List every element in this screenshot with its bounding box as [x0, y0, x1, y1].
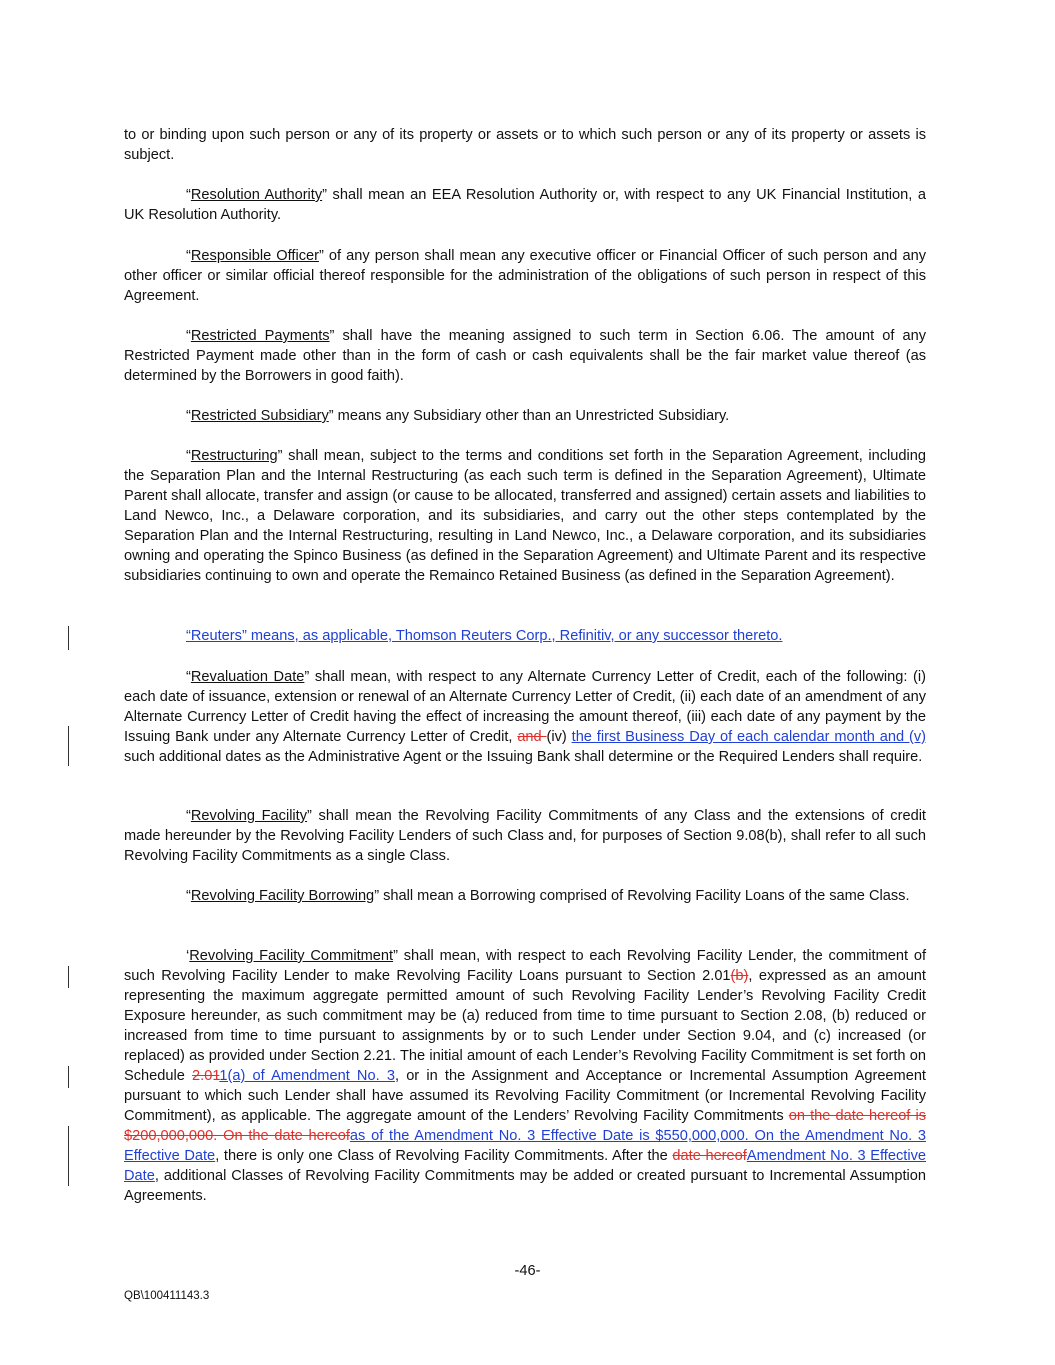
change-bar: [68, 1126, 69, 1186]
definition-resolution-authority: [124, 185, 926, 225]
definition-body: ” shall mean an EEA Resolution Authority or, with respect to any UK Financial Institution, a UK Resolution Authority.: [124, 187, 926, 223]
defined-term: Resolution Authority: [190, 187, 323, 203]
inserted-text: “Reuters” means, as applicable, Thomson Reuters Corp., Refinitiv, or any successor thereto.: [186, 628, 783, 644]
deleted-text: (b): [730, 968, 749, 984]
definition-body: (iv): [546, 729, 572, 745]
definition-revaluation-date: [124, 667, 926, 767]
definition-body: ” shall mean the Revolving Facility Commitments of any Class and the extensions of credit made hereunder by the Revolving Facility Lenders of such Class and, for purposes of Section 9.08(b), shall refer to all such Revolving Facility Commitments as a single Class.: [124, 808, 926, 864]
deleted-text: date hereof: [672, 1148, 747, 1164]
deleted-text: 2.01: [192, 1068, 220, 1084]
definition-reuters: [124, 626, 926, 646]
definition-body: , or in the Assignment and Acceptance or Incremental Assumption Agreement pursuant to which such Lender shall have assumed its Revolving Facility Commitment (or Incremental Revolving Facility Commitment), as applicable. The aggregate amount of the Lenders’ Revolving Facility Commitments: [124, 1068, 926, 1124]
change-bar: [68, 726, 69, 766]
open-quote: “: [186, 187, 191, 203]
open-quote: “: [186, 808, 191, 824]
inserted-text: as of the Amendment No. 3 Effective Date is $550,000,000. On the Amendment No. 3 Effective Date: [124, 1128, 926, 1164]
document-id: QB\100411143.3: [124, 1290, 210, 1302]
definition-body: ” shall have the meaning assigned to such term in Section 6.06. The amount of any Restricted Payment made other than in the form of cash or cash equivalents shall be the fair market value thereof (as determined by the Borrowers in good faith).: [124, 328, 926, 384]
open-quote: ‘: [186, 948, 190, 964]
continuation-paragraph: to or binding upon such person or any of its property or assets or to which such person or any of its property or assets is subject.: [124, 127, 926, 163]
definition-revolving-facility-borrowing: [124, 886, 926, 906]
definition-body: such additional dates as the Administrative Agent or the Issuing Bank shall determine or the Required Lenders shall require.: [124, 749, 923, 765]
inserted-text: 1(a) of Amendment No. 3: [219, 1068, 395, 1084]
open-quote: “: [186, 328, 191, 344]
change-bar: [68, 626, 69, 650]
definition-body: ” shall mean a Borrowing comprised of Revolving Facility Loans of the same Class.: [374, 888, 910, 904]
open-quote: “: [186, 888, 191, 904]
definition-body: ” means any Subsidiary other than an Unrestricted Subsidiary.: [328, 408, 730, 424]
open-quote: “: [186, 408, 191, 424]
definition-body: ” shall mean, subject to the terms and conditions set forth in the Separation Agreement, including the Separation Plan and the Internal Restructuring (as each such term is defined in the Separation Agreement), Ultimate Parent shall allocate, transfer and assign (or cause to be allocated, transferred and assigned) certain assets and liabilities to Land Newco, Inc., a Delaware corporation, and its subsidiaries, and carry out the other steps contemplated by the Separation Plan and the Internal Restructuring, resulting in Land Newco, Inc., a Delaware corporation, and its subsidiaries owning and operating the Spinco Business (as defined in the Separation Agreement) and Ultimate Parent and its respective subsidiaries continuing to own and operate the Remainco Retained Business (as defined in the Separation Agreement).: [124, 448, 926, 584]
defined-term: Revolving Facility Borrowing: [190, 888, 375, 904]
definition-body: , additional Classes of Revolving Facility Commitments may be added or created pursuant to Incremental Assumption Agreements.: [124, 1168, 926, 1204]
defined-term: Revolving Facility: [190, 808, 308, 824]
definition-body: ” shall mean, with respect to any Alternate Currency Letter of Credit, each of the following: (i) each date of issuance, extension or renewal of an Alternate Currency Letter of Credit, (ii) each date of an amendment of any Alternate Currency Letter of Credit having the effect of increasing the amount thereof, (iii) each date of any payment by the Issuing Bank under any Alternate Currency Letter of Credit,: [124, 669, 926, 745]
change-bar: [68, 1066, 69, 1088]
definition-restructuring: [124, 446, 926, 586]
defined-term: Responsible Officer: [190, 248, 319, 264]
open-quote: “: [186, 448, 191, 464]
definition-body: , expressed as an amount representing the maximum aggregate permitted amount of such Revolving Facility Lender’s Revolving Facility Credit Exposure hereunder, as such commitment may be (a) reduced from time to time pursuant to Section 2.08, (b) reduced or increased from time to time pursuant to assignments by or to such Lender under Section 9.04, and (c) increased (or replaced) as provided under Section 2.21. The initial amount of each Lender’s Revolving Facility Commitment is set forth on Schedule: [124, 968, 926, 1084]
defined-term: Restricted Payments: [190, 328, 330, 344]
defined-term: Restricted Subsidiary: [190, 408, 329, 424]
defined-term: Revolving Facility Commitment: [189, 948, 394, 964]
deleted-text: on the date hereof is $200,000,000. On the date hereof: [124, 1108, 927, 1144]
change-bar: [68, 966, 69, 988]
definition-revolving-facility-commitment: [124, 946, 926, 1206]
definition-body: ” of any person shall mean any executive officer or Financial Officer of such person and any other officer or similar official thereof responsible for the administration of the obligations of such person in respect of this Agreement.: [124, 248, 927, 304]
page-number: -46-: [514, 1263, 541, 1279]
open-quote: “: [186, 669, 191, 685]
defined-term: Restructuring: [190, 448, 278, 464]
defined-term: Revaluation Date: [190, 669, 305, 685]
definition-body: ” shall mean, with respect to each Revolving Facility Lender, the commitment of such Revolving Facility Lender to make Revolving Facility Loans pursuant to Section 2.01: [124, 948, 926, 984]
definition-responsible-officer: [124, 246, 926, 306]
inserted-text: the first Business Day of each calendar month and (v): [571, 729, 926, 745]
definition-restricted-subsidiary: [124, 406, 926, 426]
open-quote: “: [186, 248, 191, 264]
definition-revolving-facility: [124, 806, 926, 866]
definition-restricted-payments: [124, 326, 926, 386]
inserted-text: Amendment No. 3 Effective Date: [124, 1148, 926, 1184]
definition-body: , there is only one Class of Revolving Facility Commitments. After the: [215, 1148, 673, 1164]
deleted-text: and: [517, 729, 547, 745]
